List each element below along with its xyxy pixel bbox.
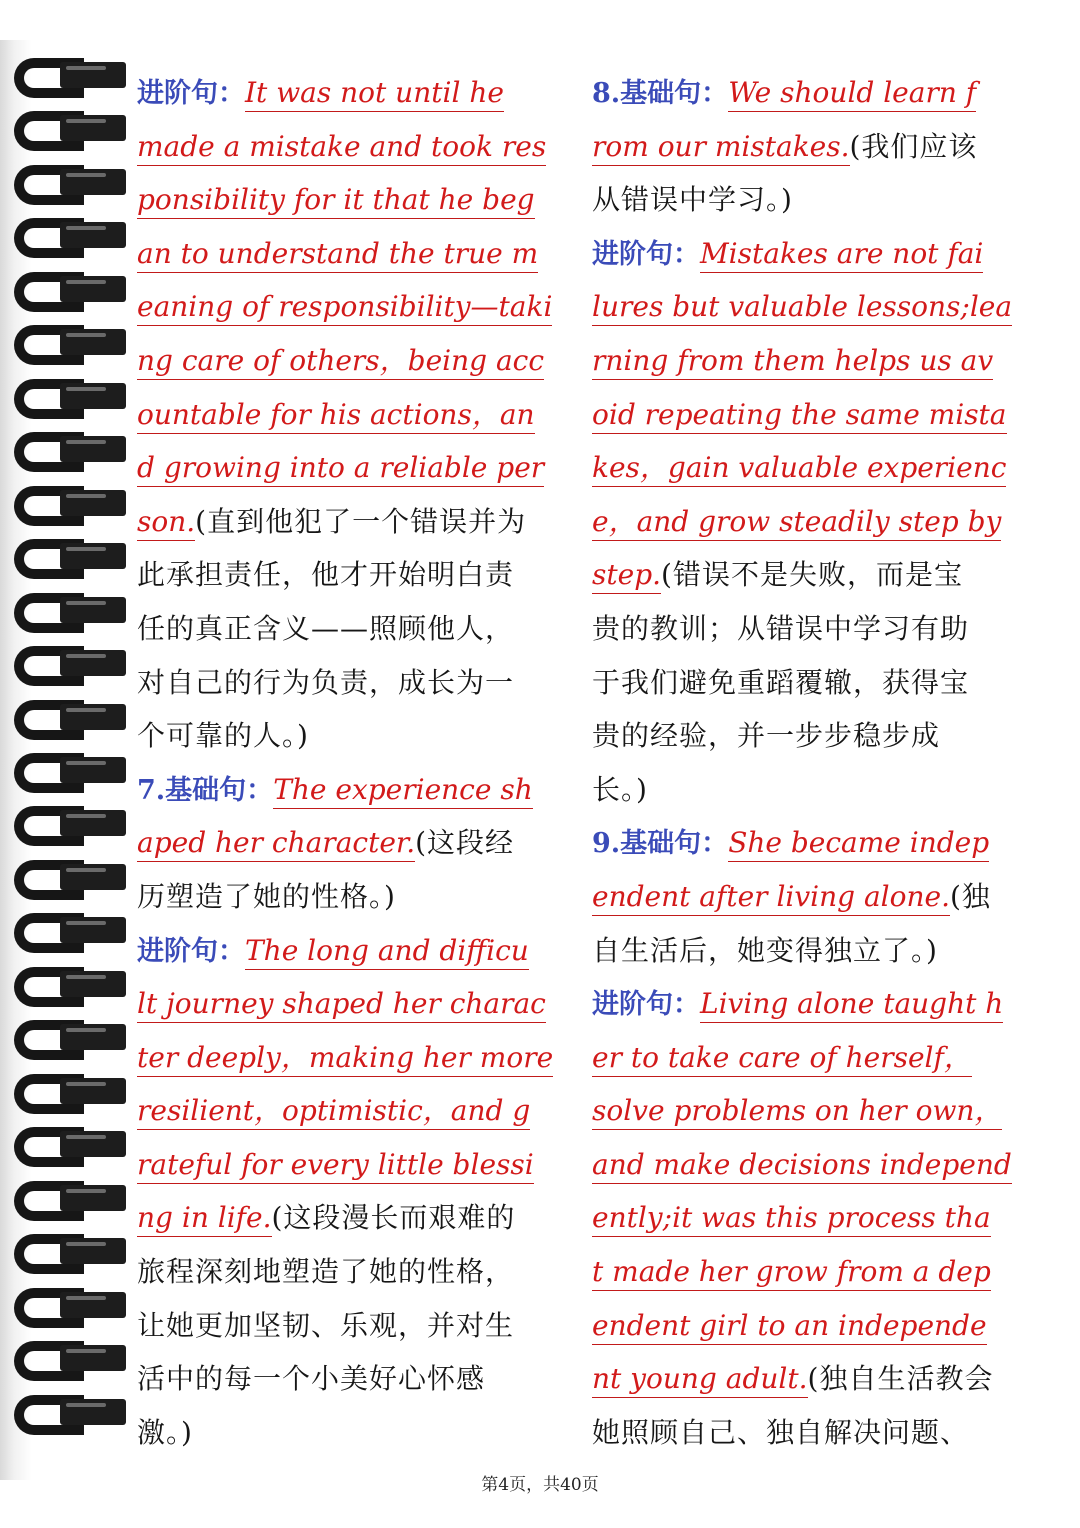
text-line <box>137 548 575 602</box>
english-text: oid repeating the same mista <box>592 397 1007 434</box>
chinese-translation: 自生活后，她变得独立了。) <box>592 933 938 967</box>
left-column <box>137 66 575 1459</box>
spiral-binding <box>0 40 135 1480</box>
chinese-translation: 任的真正含义——照顾他人， <box>137 611 515 645</box>
text-line <box>592 227 1032 281</box>
english-text: d growing into a reliable per <box>137 450 544 487</box>
binding-ring <box>14 1395 126 1435</box>
text-line <box>592 602 1032 656</box>
binding-ring <box>14 218 126 258</box>
english-text: made a mistake and took res <box>137 129 546 166</box>
english-text: The long and difficu <box>245 933 529 970</box>
english-text: ently;it was this process tha <box>592 1200 991 1237</box>
english-text: It was not until he <box>245 75 504 112</box>
english-text: son. <box>137 504 195 541</box>
text-line <box>592 548 1032 602</box>
binding-ring <box>14 700 126 740</box>
english-text: Mistakes are not fai <box>700 236 983 273</box>
binding-ring <box>14 860 126 900</box>
binding-ring <box>14 272 126 312</box>
text-line <box>592 1245 1032 1299</box>
text-line <box>592 977 1032 1031</box>
text-line <box>592 709 1032 763</box>
binding-ring <box>14 58 126 98</box>
text-line <box>592 870 1032 924</box>
text-line <box>592 1406 1032 1460</box>
binding-ring <box>14 1341 126 1381</box>
chinese-translation: 活中的每一个小美好心怀感 <box>137 1362 486 1396</box>
sentence-label: 进阶句： <box>592 238 700 270</box>
english-text: aped her character. <box>137 825 415 862</box>
text-line <box>592 66 1032 120</box>
text-line <box>592 763 1032 817</box>
binding-ring <box>14 593 126 633</box>
chinese-translation: 于我们避免重蹈覆辙，获得宝 <box>592 665 970 699</box>
english-text: solve problems on her own， <box>592 1093 1002 1130</box>
binding-ring <box>14 806 126 846</box>
text-line <box>592 924 1032 978</box>
chinese-translation: (我们应该 <box>849 129 978 163</box>
text-line <box>137 1191 575 1245</box>
chinese-translation: 从错误中学习。) <box>592 183 793 217</box>
chinese-translation: 让她更加坚韧、乐观，并对生 <box>137 1308 515 1342</box>
text-line <box>592 1084 1032 1138</box>
chinese-translation: (独 <box>950 879 991 913</box>
binding-ring <box>14 539 126 579</box>
english-text: ng care of others，being acc <box>137 343 544 380</box>
english-text: Living alone taught h <box>700 986 1003 1023</box>
chinese-translation: 个可靠的人。) <box>137 719 309 753</box>
chinese-translation: 贵的经验，并一步步稳步成 <box>592 719 941 753</box>
binding-ring <box>14 432 126 472</box>
english-text: ountable for his actions，an <box>137 397 535 434</box>
english-text: an to understand the true m <box>137 236 538 273</box>
binding-ring <box>14 1020 126 1060</box>
english-text: We should learn f <box>728 75 976 112</box>
binding-ring <box>14 1288 126 1328</box>
text-line <box>137 280 575 334</box>
binding-ring <box>14 1234 126 1274</box>
english-text: kes，gain valuable experienc <box>592 450 1006 487</box>
text-line <box>137 763 575 817</box>
english-text: lt journey shaped her charac <box>137 986 546 1023</box>
chinese-translation: (这段经 <box>415 826 515 860</box>
text-line <box>592 816 1032 870</box>
text-line <box>592 495 1032 549</box>
english-text: She became indep <box>728 825 989 862</box>
text-line <box>137 1138 575 1192</box>
sentence-label: 7.基础句： <box>137 774 274 806</box>
page-number: 第4页，共40页 <box>481 1475 599 1495</box>
english-text: eaning of responsibility—taki <box>137 289 552 326</box>
chinese-translation: 此承担责任，他才开始明白责 <box>137 558 515 592</box>
binding-ring <box>14 1127 126 1167</box>
english-text: rom our mistakes. <box>592 129 850 166</box>
text-line <box>137 709 575 763</box>
chinese-translation: 她照顾自己、独自解决问题、 <box>592 1415 970 1449</box>
text-line <box>137 602 575 656</box>
chinese-translation: 旅程深刻地塑造了她的性格， <box>137 1255 515 1289</box>
sentence-label: 进阶句： <box>592 989 700 1021</box>
binding-ring <box>14 967 126 1007</box>
text-line <box>137 1031 575 1085</box>
text-line <box>592 120 1032 174</box>
binding-ring <box>14 486 126 526</box>
english-text: rateful for every little blessi <box>137 1147 534 1184</box>
text-line <box>592 656 1032 710</box>
text-line <box>137 870 575 924</box>
english-text: nt young adult. <box>592 1361 808 1398</box>
text-line <box>137 173 575 227</box>
english-text: and make decisions independ <box>592 1147 1012 1184</box>
text-line <box>137 1352 575 1406</box>
english-text: endent girl to an independe <box>592 1308 987 1345</box>
binding-ring <box>14 1074 126 1114</box>
english-text: er to take care of herself， <box>592 1040 972 1077</box>
english-text: step. <box>592 557 661 594</box>
text-line <box>137 388 575 442</box>
english-text: resilient，optimistic，and g <box>137 1093 530 1130</box>
chinese-translation: 长。) <box>592 772 648 806</box>
sentence-label: 9.基础句： <box>592 828 729 860</box>
english-text: ponsibility for it that he beg <box>137 182 535 219</box>
english-text: endent after living alone. <box>592 879 950 916</box>
text-line <box>137 227 575 281</box>
chinese-translation: 贵的教训；从错误中学习有助 <box>592 611 970 645</box>
binding-ring <box>14 646 126 686</box>
text-line <box>592 1138 1032 1192</box>
chinese-translation: (这段漫长而艰难的 <box>271 1201 516 1235</box>
text-line <box>137 1406 575 1460</box>
english-text: e，and grow steadily step by <box>592 504 1001 541</box>
chinese-translation: 对自己的行为负责，成长为一 <box>137 665 515 699</box>
english-text: ter deeply，making her more <box>137 1040 553 1077</box>
sentence-label: 进阶句： <box>137 935 245 967</box>
right-column <box>592 66 1032 1459</box>
text-line <box>592 334 1032 388</box>
english-text: t made her grow from a dep <box>592 1254 991 1291</box>
sentence-label: 进阶句： <box>137 78 245 109</box>
text-line <box>137 924 575 978</box>
chinese-translation: 历塑造了她的性格。) <box>137 879 396 913</box>
text-line <box>137 1084 575 1138</box>
chinese-translation: (独自生活教会 <box>807 1362 994 1396</box>
text-line <box>592 1031 1032 1085</box>
binding-ring <box>14 111 126 151</box>
binding-ring <box>14 165 126 205</box>
text-line <box>137 1299 575 1353</box>
text-line <box>137 495 575 549</box>
text-line <box>137 977 575 1031</box>
binding-ring <box>14 1181 126 1221</box>
text-line <box>592 441 1032 495</box>
text-line <box>592 280 1032 334</box>
text-line <box>137 1245 575 1299</box>
text-line <box>137 816 575 870</box>
sentence-label: 8.基础句： <box>592 78 729 109</box>
english-text: The experience sh <box>273 772 533 809</box>
text-line <box>137 334 575 388</box>
chinese-translation: 激。) <box>137 1415 193 1449</box>
binding-ring <box>14 325 126 365</box>
binding-ring <box>14 753 126 793</box>
text-line <box>592 388 1032 442</box>
english-text: lures but valuable lessons;lea <box>592 289 1012 326</box>
text-line <box>137 441 575 495</box>
text-line <box>137 656 575 710</box>
chinese-translation: (错误不是失败，而是宝 <box>661 558 963 592</box>
text-line <box>137 120 575 174</box>
text-line <box>592 173 1032 227</box>
text-line <box>592 1299 1032 1353</box>
binding-ring <box>14 379 126 419</box>
text-line <box>137 66 575 120</box>
chinese-translation: (直到他犯了一个错误并为 <box>195 504 527 538</box>
text-line <box>592 1352 1032 1406</box>
english-text: rning from them helps us av <box>592 343 993 380</box>
binding-ring <box>14 913 126 953</box>
english-text: ng in life. <box>137 1200 272 1237</box>
text-line <box>592 1191 1032 1245</box>
